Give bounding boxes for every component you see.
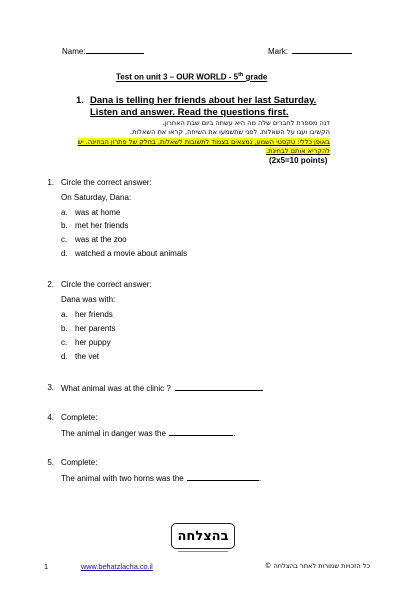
option-letter: c.	[61, 338, 68, 347]
q5-sentence	[61, 473, 261, 484]
q4-text: The animal in danger was the	[61, 429, 166, 438]
q2-stem: Dana was with:	[61, 295, 116, 304]
q3-question	[61, 383, 263, 394]
q1-stem: On Saturday, Dana:	[61, 193, 132, 202]
behatzlacha-logo	[171, 523, 235, 549]
page-number: 1	[44, 562, 49, 571]
q3-answer-blank[interactable]	[175, 383, 263, 391]
q1-option-a[interactable]	[61, 208, 120, 218]
section-heading-line1: Dana is telling her friends about her last Saturday.	[90, 95, 317, 106]
mark-blank[interactable]	[292, 46, 352, 54]
hebrew-note-2-text: להקריא אותם לבחינת.	[266, 147, 330, 155]
hebrew-note-1-text: באופן כללי: טקסטי השמע, נמצאים בצמוד לתשובות לשאלות, בחלק של פתרון הבחינה. יש	[77, 138, 330, 146]
option-text: was at home	[75, 208, 121, 217]
points-label: (2x5=10 points)	[269, 156, 328, 165]
q2-option-d[interactable]	[61, 352, 99, 362]
section-heading-line2: Listen and answer. Read the questions first.	[90, 107, 289, 118]
title-suffix: grade	[243, 72, 268, 82]
option-letter: b.	[61, 324, 68, 333]
logo-text: בהצלחה	[177, 528, 229, 544]
q1-option-b[interactable]	[61, 221, 128, 231]
hebrew-instruction-2: הקשיבו וענו על השאלות. לפני שתשמעו את השיחה, קראו את השאלות.	[130, 128, 330, 136]
section-number: 1.	[76, 95, 84, 106]
name-blank[interactable]	[86, 46, 144, 54]
option-text: the vet	[75, 352, 100, 361]
q5-text: The animal with two horns was the	[61, 474, 184, 483]
q3-text: What animal was at the clinic ?	[61, 384, 171, 393]
q5-end: .	[258, 474, 262, 483]
q1-number: 1.	[47, 178, 54, 187]
q1-option-c[interactable]	[61, 235, 127, 245]
q4-end: .	[233, 429, 236, 438]
hebrew-instruction-1: דנה מספרת לחברים שלה מה היא עשתה ביום שבת האחרון.	[162, 119, 330, 127]
option-text: was at the zoo	[75, 235, 127, 244]
q3-number: 3.	[47, 383, 54, 392]
q5-number: 5.	[47, 458, 54, 467]
q2-option-c[interactable]	[61, 338, 111, 348]
name-label: Name:	[62, 47, 86, 56]
q4-number: 4.	[47, 413, 54, 422]
site-link[interactable]: www.behatzlacha.co.il	[81, 562, 153, 571]
option-letter: a.	[61, 208, 68, 217]
title-prefix: Test on unit 3 – OUR WORLD - 5	[116, 72, 239, 82]
name-field[interactable]	[62, 46, 144, 57]
title-sup: th	[238, 72, 244, 78]
q2-option-b[interactable]	[61, 324, 115, 334]
option-letter: c.	[61, 235, 68, 244]
option-letter: d.	[61, 352, 68, 361]
mark-label: Mark:	[268, 47, 288, 56]
q4-instruction: Complete:	[61, 413, 98, 422]
q4-sentence	[61, 428, 235, 439]
option-text: her friends	[75, 310, 113, 319]
page-title	[116, 70, 267, 83]
hebrew-note-2	[90, 147, 330, 156]
q5-instruction: Complete:	[61, 458, 98, 467]
option-text: her parents	[75, 324, 116, 333]
q2-number: 2.	[47, 280, 54, 289]
mark-field[interactable]	[268, 46, 352, 57]
option-text: watched a movie about animals	[75, 249, 188, 258]
option-letter: b.	[61, 221, 68, 230]
q1-instruction: Circle the correct answer:	[61, 178, 152, 187]
q2-option-a[interactable]	[61, 310, 113, 320]
logo-underline	[178, 551, 228, 553]
option-letter: a.	[61, 310, 68, 319]
option-text: her puppy	[75, 338, 111, 347]
copyright-text: כל הזכויות שמורות לאתר בהצלחה ©	[264, 562, 370, 570]
q1-option-d[interactable]	[61, 249, 187, 259]
hebrew-note-1	[77, 138, 330, 147]
q2-instruction: Circle the correct answer:	[61, 280, 152, 289]
option-letter: d.	[61, 249, 68, 258]
option-text: met her friends	[75, 221, 129, 230]
q5-answer-blank[interactable]	[187, 473, 262, 483]
q4-answer-blank[interactable]	[169, 428, 236, 438]
